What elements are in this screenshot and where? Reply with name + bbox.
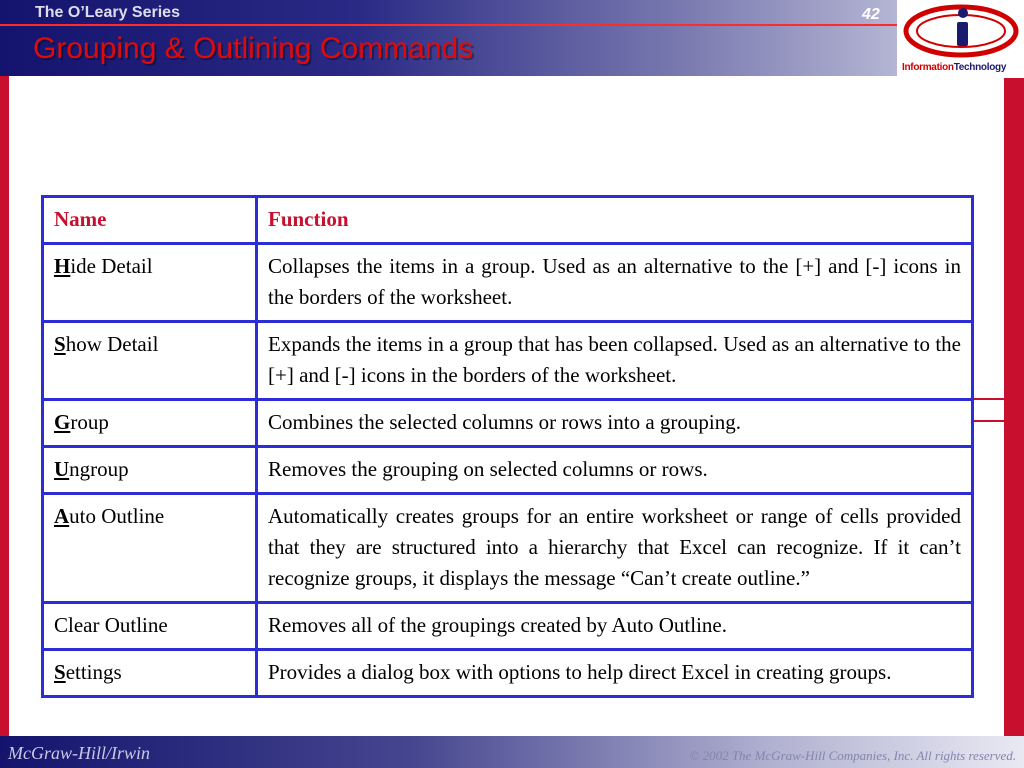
access-key: H (54, 254, 71, 278)
command-name: Hide Detail (43, 244, 257, 322)
left-frame-bar (0, 76, 9, 736)
column-header-function: Function (257, 197, 973, 244)
command-function: Automatically creates groups for an entire worksheet or range of cells provided that they are structured into a hierarchy that Excel can recognize. If it can’t recognize groups, it displays the message “Can’t create outline.” (257, 494, 973, 603)
command-name: Ungroup (43, 447, 257, 494)
slide-number: 42 (862, 6, 880, 23)
right-frame-bar (1004, 76, 1024, 736)
command-function: Provides a dialog box with options to help direct Excel in creating groups. (257, 650, 973, 697)
table-row (43, 650, 973, 697)
right-divider (974, 398, 1024, 400)
table-row (43, 447, 973, 494)
copyright: © 2002 The McGraw-Hill Companies, Inc. All rights reserved. (689, 748, 1016, 763)
logo-text: InformationTechnology (902, 62, 1007, 73)
table-row (43, 494, 973, 603)
command-function: Removes the grouping on selected columns or rows. (257, 447, 973, 494)
command-name: Clear Outline (43, 603, 257, 650)
access-key: A (54, 504, 70, 528)
slide-title: Grouping & Outlining Commands (33, 32, 474, 65)
access-key: S (54, 660, 66, 684)
access-key: U (54, 457, 70, 481)
right-divider (974, 420, 1024, 422)
command-name: Group (43, 400, 257, 447)
access-key: G (54, 410, 71, 434)
table-row (43, 603, 973, 650)
left-divider (0, 398, 9, 400)
table-row (43, 244, 973, 322)
command-function: Combines the selected columns or rows into a grouping. (257, 400, 973, 447)
command-function: Expands the items in a group that has been collapsed. Used as an alternative to the [+] and [-] icons in the borders of the worksheet. (257, 322, 973, 400)
access-key: S (54, 332, 66, 356)
table-header-row (43, 197, 973, 244)
commands-table (41, 195, 974, 698)
left-divider (0, 420, 9, 422)
table-row (43, 400, 973, 447)
header-rule (0, 24, 900, 26)
publisher: McGraw-Hill/Irwin (8, 743, 150, 763)
command-name: Auto Outline (43, 494, 257, 603)
command-function: Removes all of the groupings created by Auto Outline. (257, 603, 973, 650)
table-row (43, 322, 973, 400)
series-name: The O’Leary Series (35, 4, 180, 21)
column-header-name: Name (43, 197, 257, 244)
command-name: Settings (43, 650, 257, 697)
information-technology-logo-icon (897, 0, 1024, 62)
command-function: Collapses the items in a group. Used as an alternative to the [+] and [-] icons in the borders of the worksheet. (257, 244, 973, 322)
command-name: Show Detail (43, 322, 257, 400)
